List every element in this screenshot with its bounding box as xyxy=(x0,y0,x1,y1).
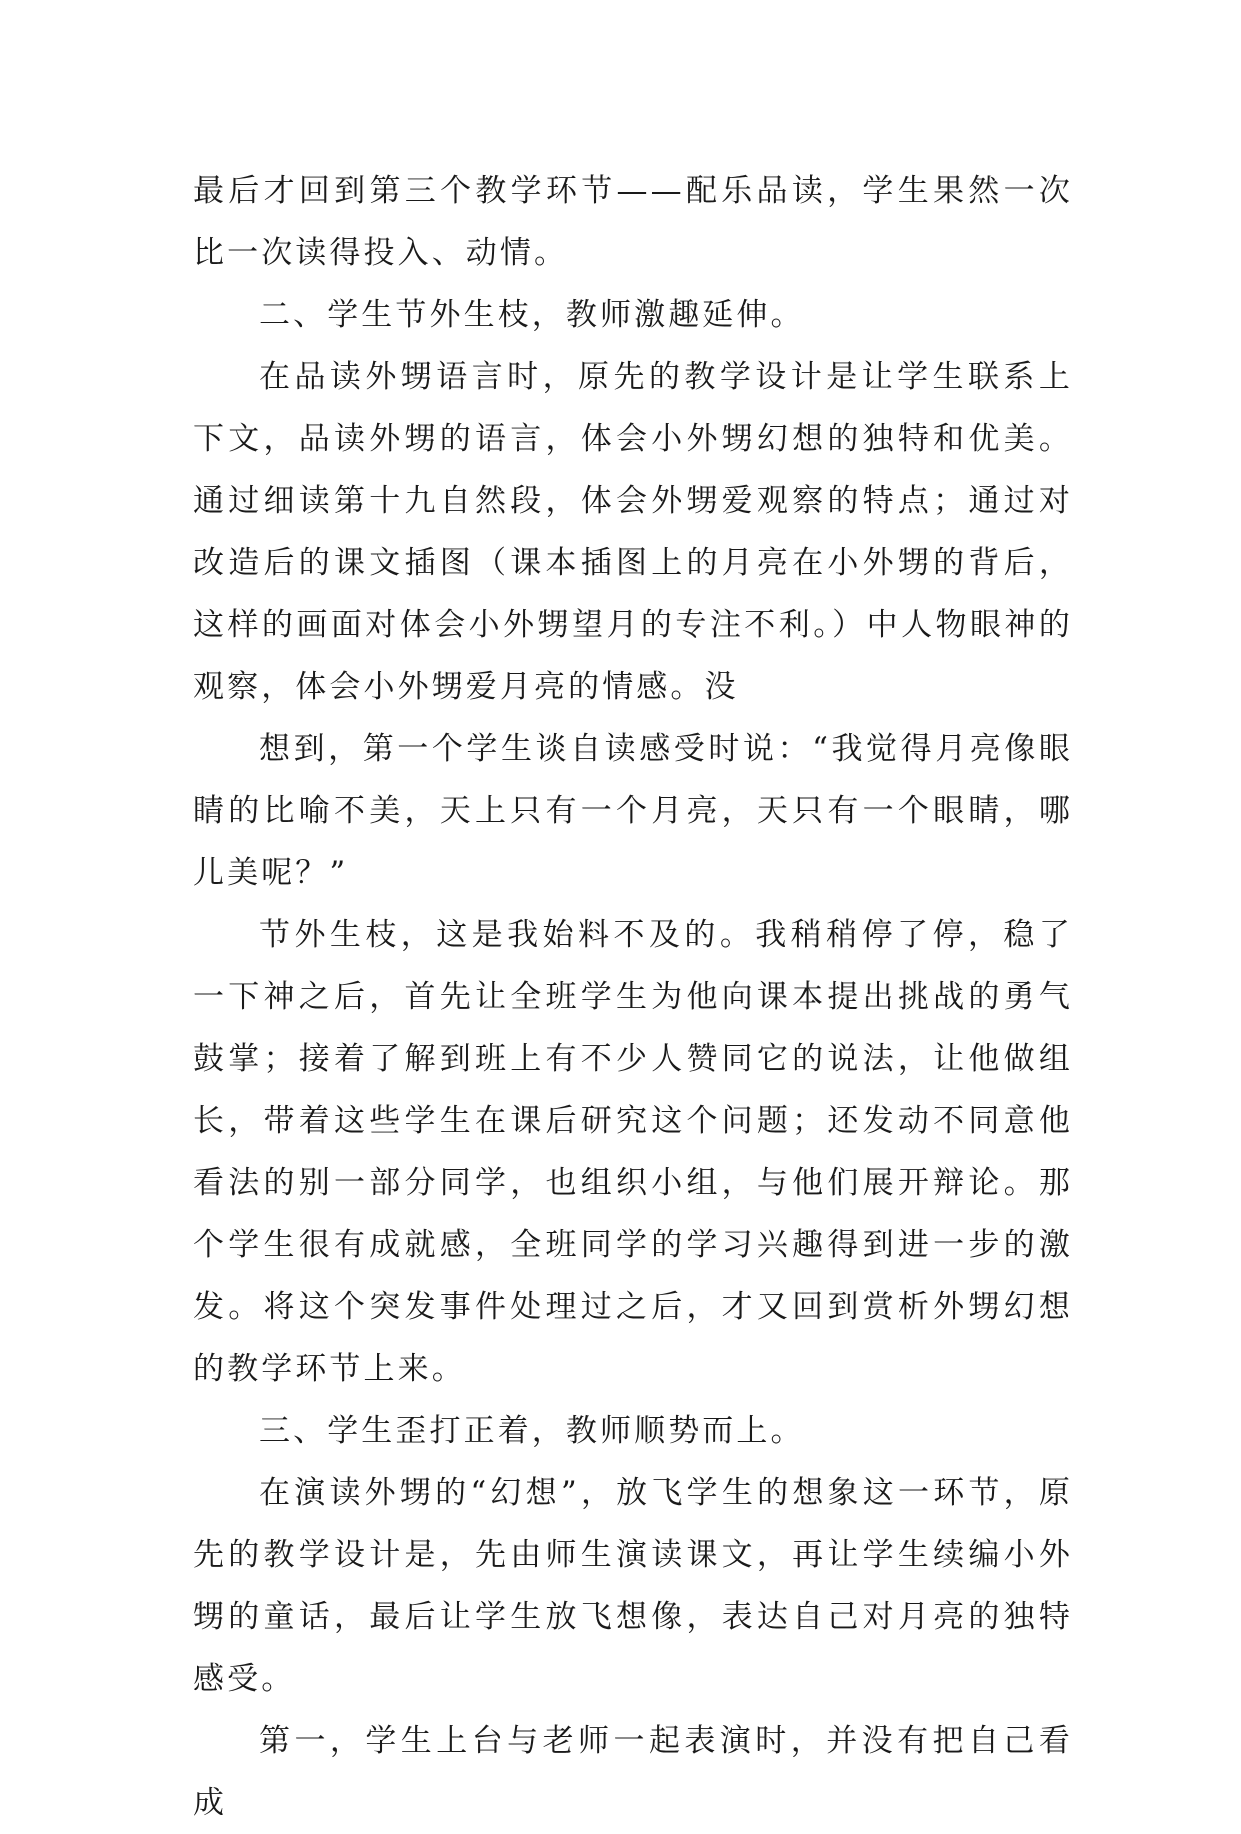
paragraph: 在品读外甥语言时，原先的教学设计是让学生联系上下文，品读外甥的语言，体会小外甥幻想的独特和优美。通过细读第十九自然段，体会外甥爱观察的特点；通过对改造后的课文插图（课本插图上的月亮在小外甥的背后，这样的画面对体会小外甥望月的专注不利。）中人物眼神的观察，体会小外甥爱月亮的情感。没 xyxy=(193,359,1073,705)
paragraph: 第一，学生上台与老师一起表演时，并没有把自己看成 xyxy=(193,1723,1073,1821)
paragraph: 节外生枝，这是我始料不及的。我稍稍停了停，稳了一下神之后，首先让全班学生为他向课本提出挑战的勇气鼓掌；接着了解到班上有不少人赞同它的说法，让他做组长，带着这些学生在课后研究这个问题；还发动不同意他看法的别一部分同学，也组织小组，与他们展开辩论。那个学生很有成就感，全班同学的学习兴趣得到进一步的激发。将这个突发事件处理过之后，才又回到赏析外甥幻想的教学环节上来。 xyxy=(193,917,1073,1387)
section-heading: 三、学生歪打正着，教师顺势而上。 xyxy=(259,1413,805,1449)
paragraph: 最后才回到第三个教学环节——配乐品读，学生果然一次比一次读得投入、动情。 xyxy=(193,173,1073,271)
body-text xyxy=(193,160,1073,1834)
paragraph: 想到，第一个学生谈自读感受时说：“我觉得月亮像眼睛的比喻不美，天上只有一个月亮，天只有一个眼睛，哪儿美呢？” xyxy=(193,731,1073,891)
paragraph: 在演读外甥的“幻想”，放飞学生的想象这一环节，原先的教学设计是，先由师生演读课文，再让学生续编小外甥的童话，最后让学生放飞想像，表达自己对月亮的独特感受。 xyxy=(193,1475,1073,1697)
section-heading: 二、学生节外生枝，教师激趣延伸。 xyxy=(259,297,805,333)
